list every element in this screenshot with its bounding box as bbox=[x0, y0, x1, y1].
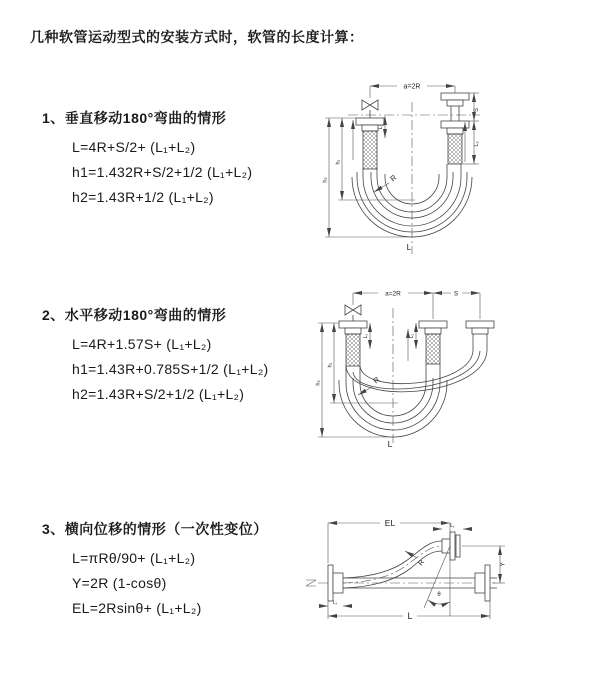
formula-s1-h1: h1=1.432R+S/2+1/2 (L₁+L₂) bbox=[72, 164, 253, 180]
hose-body bbox=[339, 305, 494, 437]
flange bbox=[419, 321, 447, 328]
dim-label-s: S bbox=[474, 107, 480, 113]
section-lateral-displacement bbox=[42, 519, 317, 623]
formula-s2-L: L=4R+1.57S+ (L₁+L₂) bbox=[72, 336, 212, 352]
dim-label-h1: h₁ bbox=[335, 159, 342, 165]
flange-hub bbox=[447, 128, 463, 134]
dim-label-a2r: a=2R bbox=[385, 290, 401, 298]
radius-label: R bbox=[417, 558, 427, 568]
dim-label-l1: L₁ bbox=[378, 124, 384, 130]
page-title: 几种软管运动型式的安装方式时，软管的长度计算： bbox=[30, 29, 364, 45]
flange-hub bbox=[442, 539, 450, 553]
radius-label: R bbox=[388, 172, 399, 184]
flange bbox=[328, 565, 333, 601]
angle-arc bbox=[428, 600, 450, 604]
diagram-horizontal-180-bend bbox=[308, 283, 595, 455]
section-vertical-180 bbox=[42, 108, 317, 212]
dim-label-y: Y bbox=[499, 562, 507, 567]
flange-hub bbox=[475, 573, 485, 593]
flange bbox=[456, 535, 460, 557]
valve-icon bbox=[362, 100, 378, 118]
flange bbox=[450, 532, 455, 560]
dim-label-s: S bbox=[453, 290, 459, 298]
flange bbox=[466, 321, 494, 328]
flange bbox=[339, 321, 367, 328]
formula-s3-EL: EL=2Rsinθ+ (L₁+L₂) bbox=[72, 600, 202, 616]
braided-hose-section bbox=[426, 334, 440, 364]
angle-label: θ bbox=[437, 592, 441, 598]
section-2-heading: 2、水平移动180°弯曲的情形 bbox=[42, 307, 227, 323]
braided-hose-section bbox=[448, 134, 462, 164]
formula-s1-h2: h2=1.43R+1/2 (L₁+L₂) bbox=[72, 189, 214, 205]
flange-hub bbox=[345, 328, 361, 334]
dim-label-h2: h₂ bbox=[315, 380, 322, 386]
section-horizontal-180 bbox=[42, 305, 317, 409]
dim-label-l2: L₂ bbox=[409, 333, 415, 339]
flange bbox=[356, 118, 384, 125]
dim-label-l1: L₁ bbox=[450, 523, 455, 529]
centerline-break-symbol bbox=[306, 580, 316, 586]
dimension-lines bbox=[320, 523, 505, 619]
dim-label-l2: L₂ bbox=[474, 141, 480, 147]
diagram-vertical-180-bend bbox=[312, 72, 592, 267]
formula-s2-h1: h1=1.43R+0.785S+1/2 (L₁+L₂) bbox=[72, 361, 269, 377]
dim-label-a2r: a=2R bbox=[403, 83, 421, 91]
braided-hose-section bbox=[363, 131, 377, 169]
flange-hub bbox=[447, 100, 463, 106]
dim-label-h2: h₂ bbox=[322, 177, 329, 183]
section-3-heading: 3、横向位移的情形（一次性变位） bbox=[42, 521, 268, 537]
valve-icon bbox=[345, 305, 361, 321]
flange bbox=[485, 565, 490, 601]
length-label: L bbox=[406, 242, 412, 252]
section-1-heading: 1、垂直移动180°弯曲的情形 bbox=[42, 110, 227, 126]
formula-s2-h2: h2=1.43R+S/2+1/2 (L₁+L₂) bbox=[72, 386, 245, 402]
braided-hose-section bbox=[346, 334, 360, 366]
formula-s3-L: L=πRθ/90+ (L₁+L₂) bbox=[72, 550, 196, 566]
flange-hub bbox=[425, 328, 441, 334]
flange bbox=[441, 93, 469, 100]
radius-reference-line bbox=[424, 546, 450, 608]
radius-label: R bbox=[371, 374, 382, 386]
flange-hub bbox=[362, 125, 378, 131]
diagram-lateral-displacement bbox=[300, 513, 600, 653]
formula-s1-L: L=4R+S/2+ (L₁+L₂) bbox=[72, 139, 196, 155]
length-label: L bbox=[407, 611, 413, 621]
formula-s3-Y: Y=2R (1-cosθ) bbox=[72, 575, 167, 591]
dim-label-h1: h₁ bbox=[327, 362, 334, 368]
length-label: L bbox=[387, 439, 393, 449]
hose-body bbox=[328, 532, 497, 601]
dim-label-l1: L₁ bbox=[363, 333, 369, 339]
dim-label-el: EL bbox=[384, 518, 396, 528]
flange-hub bbox=[472, 328, 488, 334]
flange-hub bbox=[333, 573, 343, 593]
dim-label-l2: L₂ bbox=[332, 600, 338, 606]
